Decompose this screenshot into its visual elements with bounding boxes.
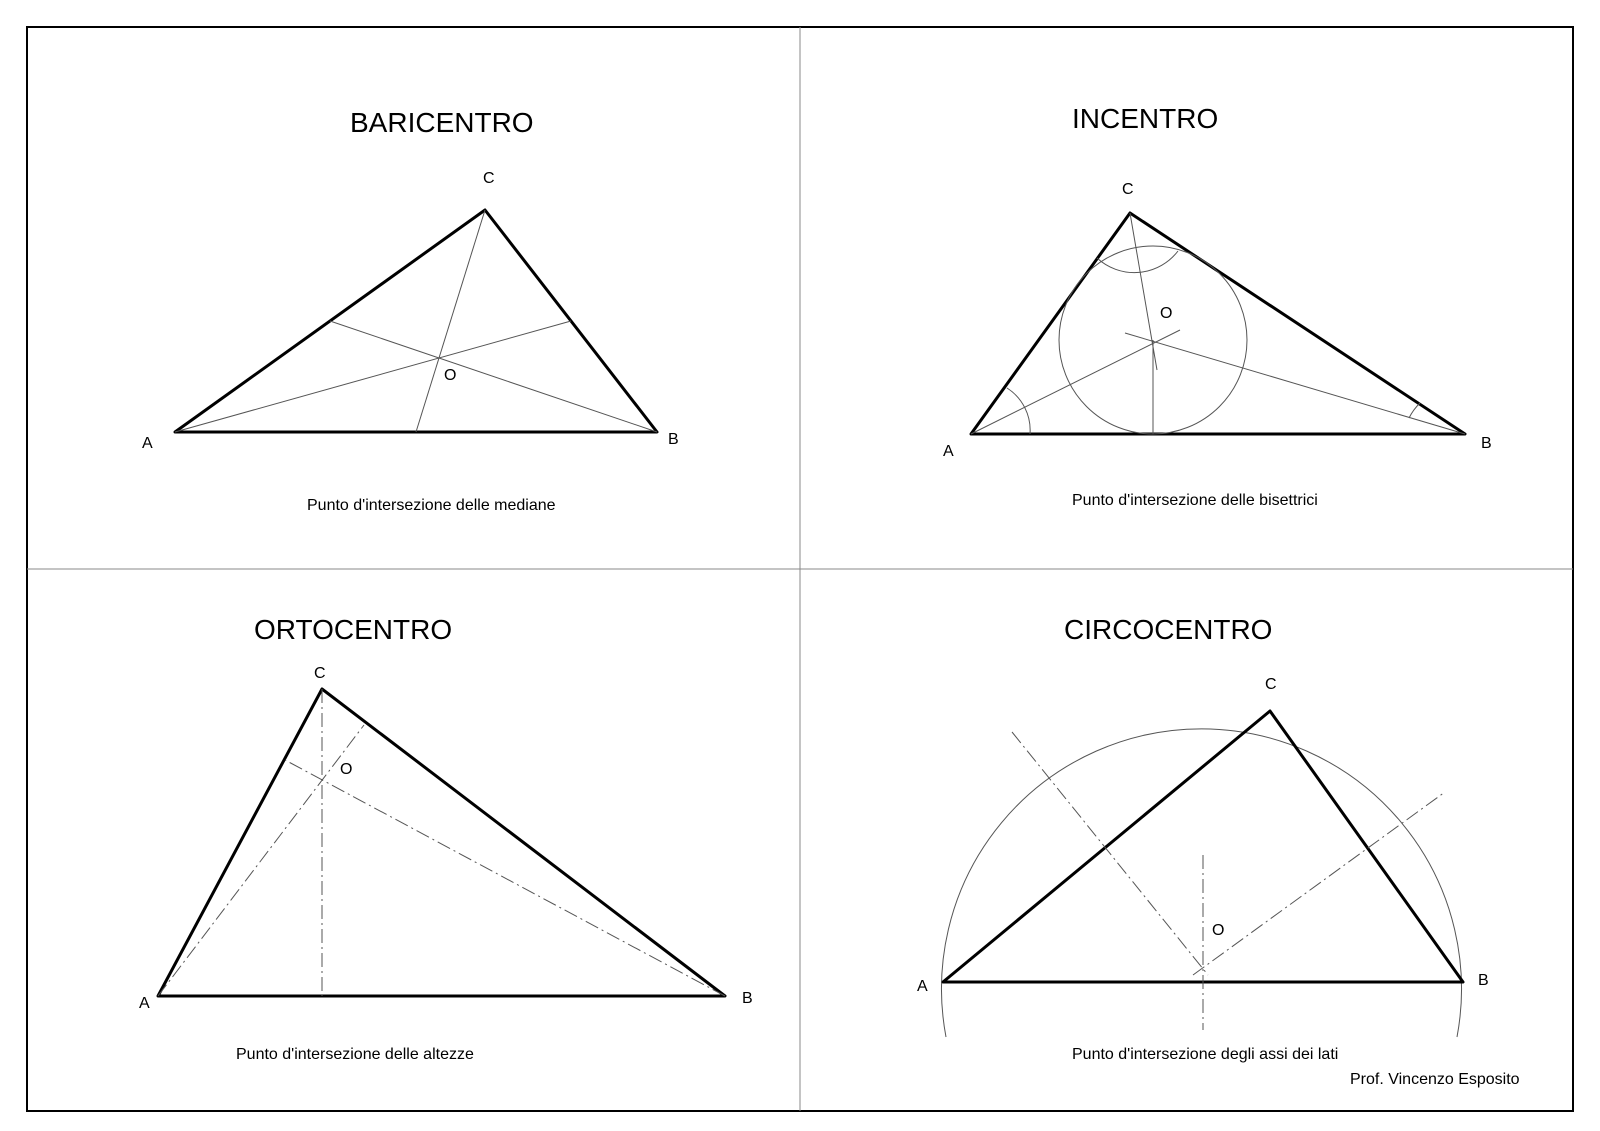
circumcircle [941, 729, 1461, 1037]
baricentro-label-b: B [668, 431, 679, 448]
altitude-from-b [285, 760, 725, 996]
axis-of-bc [1193, 792, 1445, 975]
panel-baricentro [142, 107, 679, 514]
circocentro-label-c: C [1265, 676, 1277, 693]
ortocentro-label-c: C [314, 665, 326, 682]
incentro-label-o: O [1160, 305, 1173, 322]
bisector-from-b [1125, 333, 1465, 434]
incentro-title: INCENTRO [1072, 103, 1219, 134]
baricentro-label-a: A [142, 435, 153, 452]
ortocentro-caption: Punto d'intersezione delle altezze [236, 1046, 474, 1063]
circocentro-caption: Punto d'intersezione degli assi dei lati [1072, 1046, 1339, 1063]
baricentro-triangle [175, 210, 657, 432]
panel-incentro [943, 103, 1492, 509]
ortocentro-label-a: A [139, 995, 150, 1012]
baricentro-label-c: C [483, 170, 495, 187]
author-credit: Prof. Vincenzo Esposito [1350, 1071, 1520, 1088]
baricentro-title: BARICENTRO [350, 107, 534, 138]
median-from-b [330, 321, 657, 432]
baricentro-label-o: O [444, 367, 457, 384]
incentro-triangle [971, 213, 1465, 434]
circocentro-label-a: A [917, 978, 928, 995]
ortocentro-title: ORTOCENTRO [254, 614, 453, 645]
circocentro-title: CIRCOCENTRO [1064, 614, 1273, 645]
angle-arc-b [1409, 403, 1420, 418]
incentro-label-b: B [1481, 435, 1492, 452]
panel-ortocentro [139, 614, 753, 1063]
altitude-from-a [158, 725, 364, 996]
median-from-a [175, 321, 571, 432]
circocentro-label-b: B [1478, 972, 1489, 989]
circocentro-label-o: O [1212, 922, 1225, 939]
axis-of-ac [1012, 732, 1208, 975]
ortocentro-label-b: B [742, 990, 753, 1007]
baricentro-caption: Punto d'intersezione delle mediane [307, 497, 556, 514]
circocentro-triangle [943, 711, 1463, 982]
panel-circocentro [917, 614, 1489, 1063]
incentro-label-c: C [1122, 181, 1134, 198]
ortocentro-label-o: O [340, 761, 353, 778]
bisector-from-a [971, 330, 1180, 434]
incentro-caption: Punto d'intersezione delle bisettrici [1072, 492, 1318, 509]
angle-arc-a [1007, 388, 1030, 434]
median-from-c [416, 210, 485, 432]
incentro-label-a: A [943, 443, 954, 460]
